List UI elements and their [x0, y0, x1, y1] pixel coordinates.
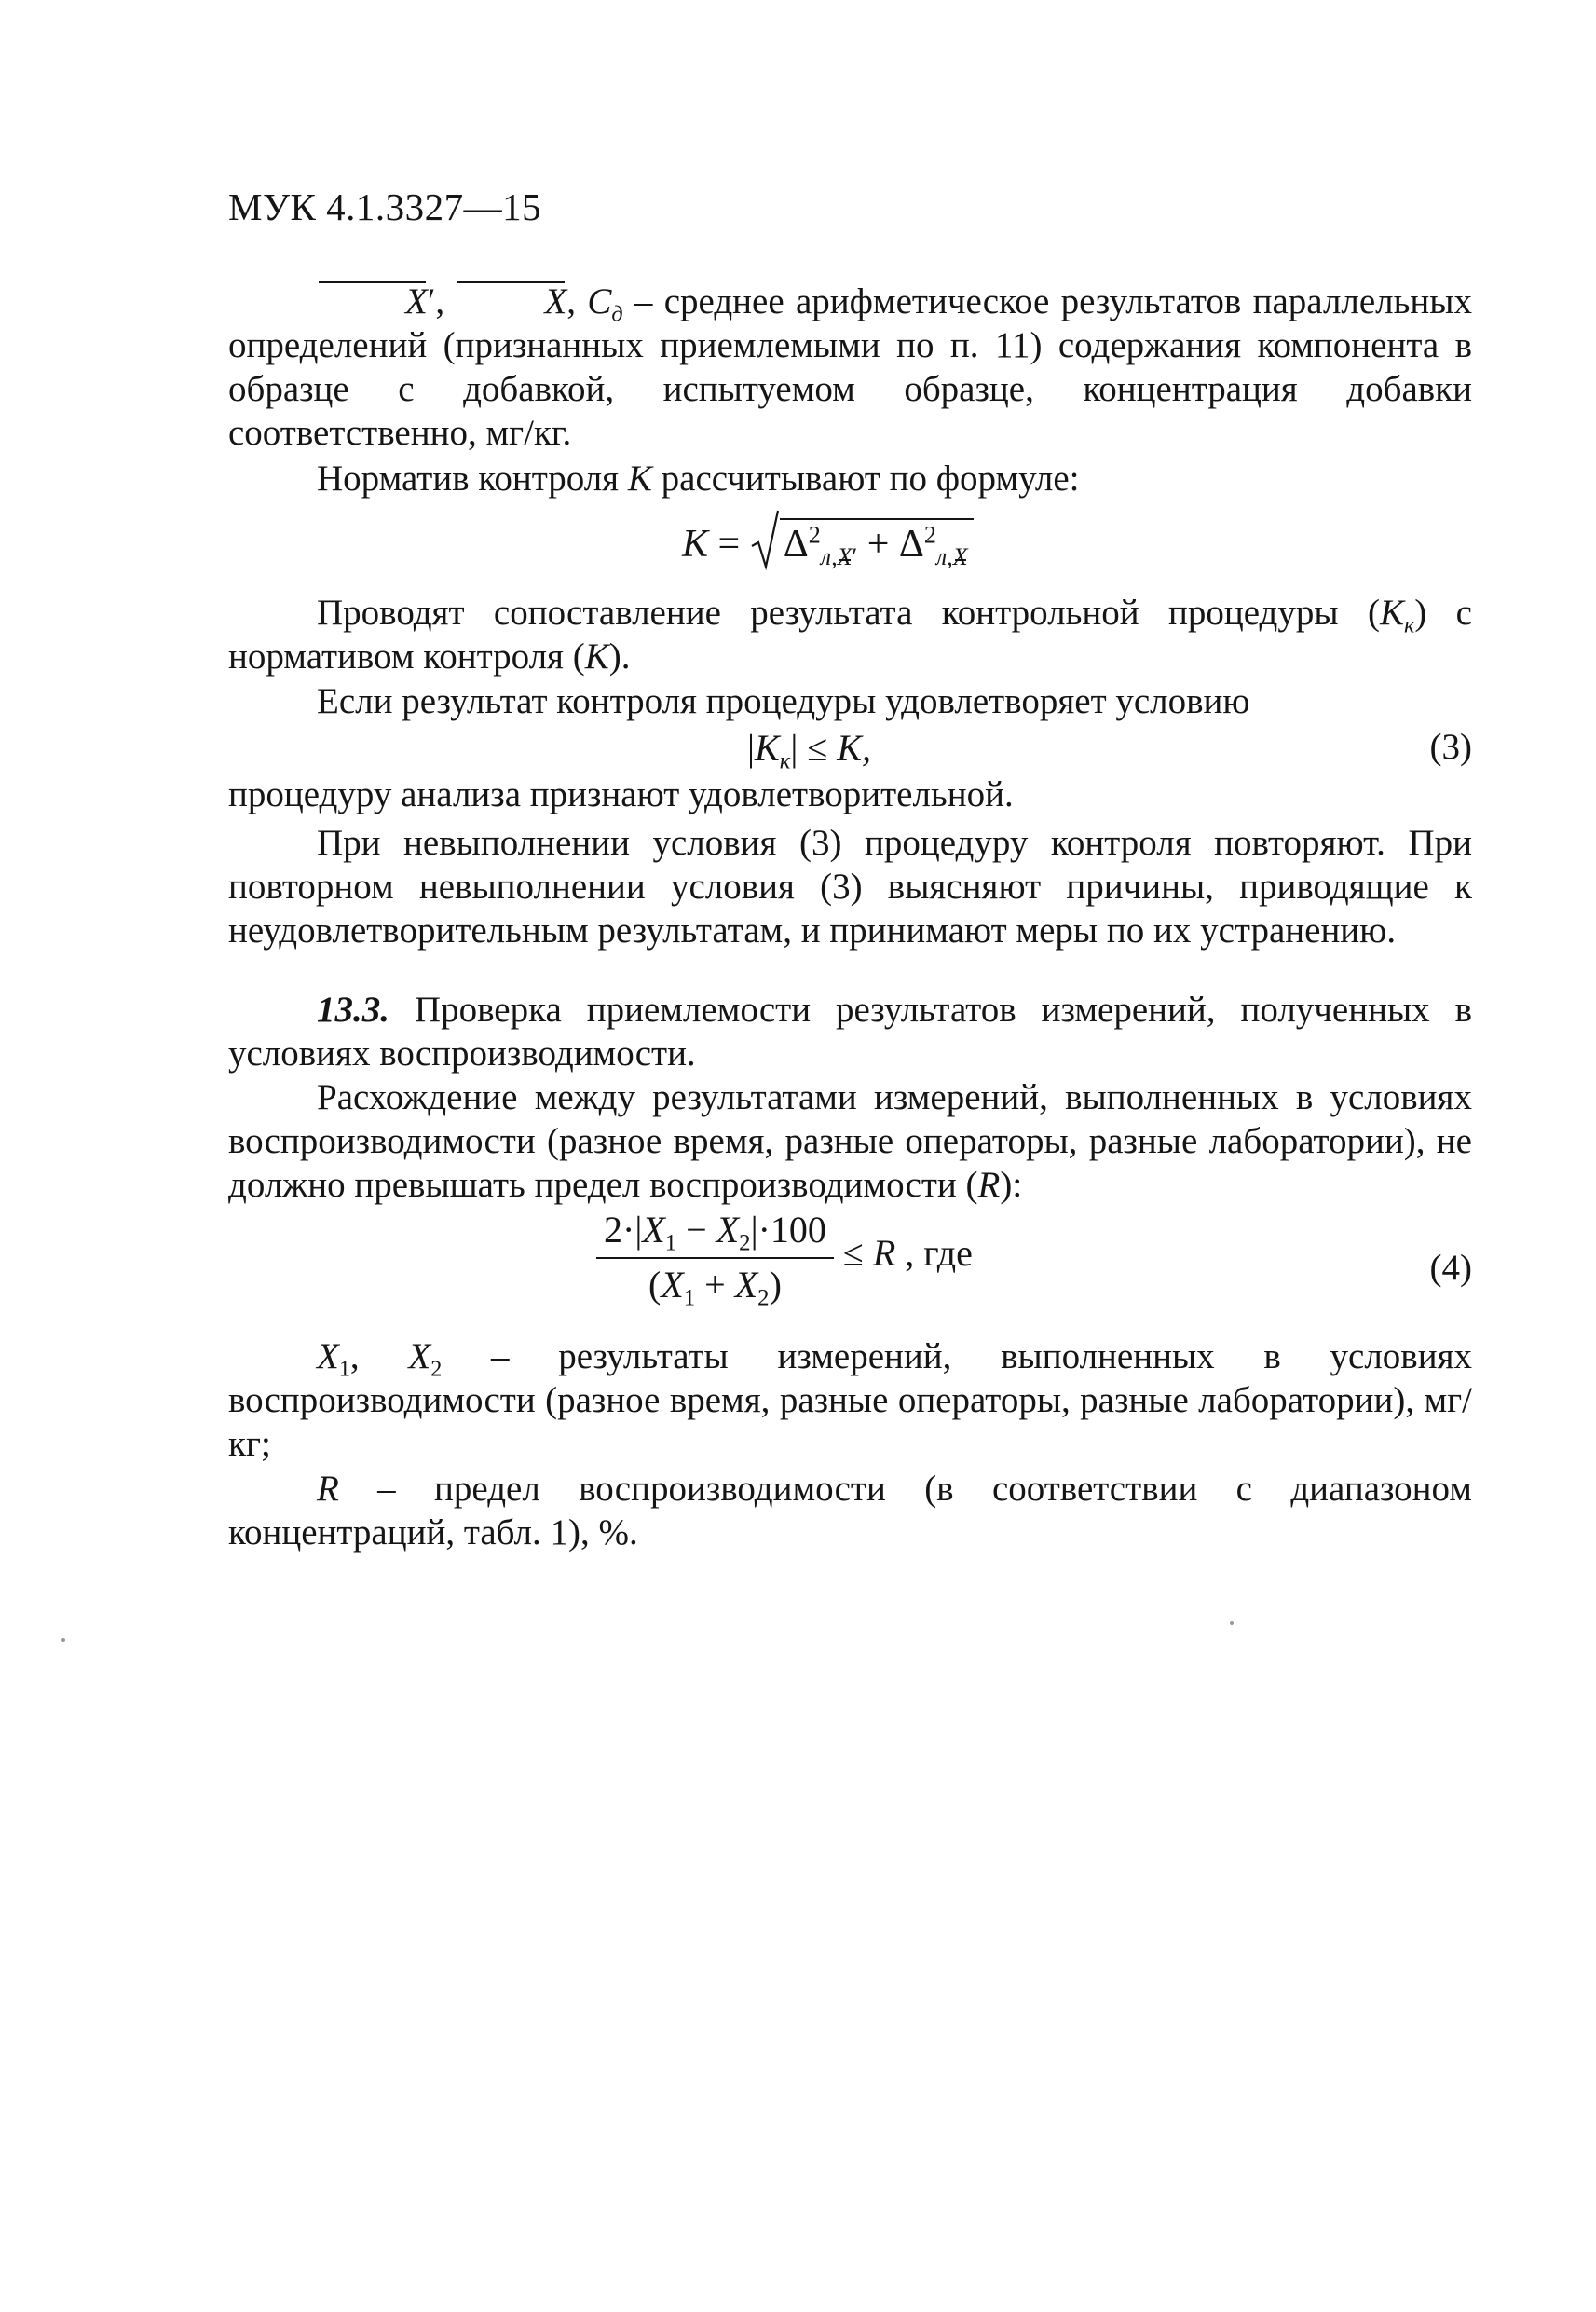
paragraph-discrepancy: Расхождение между результатами измерений, выполненных в условиях воспроизводимости (разное время, разные операторы, разные лаборатории), не должно превышать предел воспроизводимости (R): — [228, 1077, 1472, 1205]
radical-sign-icon — [750, 509, 780, 570]
scan-speck — [61, 1638, 65, 1642]
paragraph-section-13-3: 13.3. Проверка приемлемости результатов измерений, полученных в условиях воспроизводимости. — [228, 990, 1472, 1074]
scan-speck — [1230, 1621, 1234, 1625]
equation-number-3: (3) — [1429, 727, 1472, 767]
paragraph-satisfactory: процедуру анализа признают удовлетворительной. — [228, 774, 1014, 814]
definition-text: – среднее арифметическое результатов параллельных определений (признанных приемлемыми по п. 11) содержания компонента в образце с добавкой, испытуемом образце, концентрация добавки соответственно, мг/кг. — [228, 281, 1473, 453]
paragraph-x1-x2-definition: $X_1$, $X_2$ – результаты измерений, выполненных в условиях воспроизводимости (разное время, разные операторы, разные лаборатории), мг/кг; — [228, 1336, 1473, 1464]
x-bar-symbol: X — [456, 280, 566, 323]
section-number: 13.3. — [317, 990, 389, 1030]
fraction — [596, 1208, 834, 1311]
formula-reproducibility-4: $\frac{2\cdot|X_1 - X_2|\cdot 100}{(X_1 + X_2)}$ ≤ R , где — [596, 1208, 973, 1306]
fraction-numerator: $2\cdot|X_1 - X_2|\cdot 100$ — [596, 1208, 834, 1259]
formula-control-standard: K = $\Delta^2_{л,X'} + \Delta^2_{л,X}$ — [682, 518, 974, 567]
c-d-symbol: $C_д$ — [587, 281, 623, 327]
paragraph-r-definition: R – предел воспроизводимости (в соответствии с диапазоном концентраций, табл. 1), %. — [228, 1469, 1472, 1553]
paragraph-control-standard: Норматив контроля K рассчитывают по формуле: — [317, 458, 1080, 499]
paragraph-symbol-definitions: X′, X, $C_д$ – среднее арифметическое результатов параллельных определений (признанных приемлемыми по п. 11) содержания компонента в образце с добавкой, испытуемом образце, концентрация добавки соответственно, мг/кг. — [228, 281, 1473, 453]
paragraph-comparison: Проводят сопоставление результата контрольной процедуры $(K_к)$ с нормативом контроля (K). — [228, 593, 1472, 677]
fraction-denominator: $(X_1 + X_2)$ — [648, 1264, 782, 1311]
document-code-header: МУК 4.1.3327—15 — [228, 185, 542, 228]
equation-number-4: (4) — [1429, 1248, 1472, 1288]
square-root: $\Delta^2_{л,X'} + \Delta^2_{л,X}$ — [750, 518, 974, 567]
x-bar-prime-symbol: X — [317, 280, 428, 323]
paragraph-repeat-control: При невыполнении условия (3) процедуру контроля повторяют. При повторном невыполнении условия (3) выясняют причины, приводящие к неудовлетворительным результатам, и принимают меры по их устранению. — [228, 823, 1472, 951]
formula-condition-3: $|K_к| \le K$, — [747, 727, 871, 774]
paragraph-condition-intro: Если результат контроля процедуры удовлетворяет условию — [317, 681, 1250, 721]
